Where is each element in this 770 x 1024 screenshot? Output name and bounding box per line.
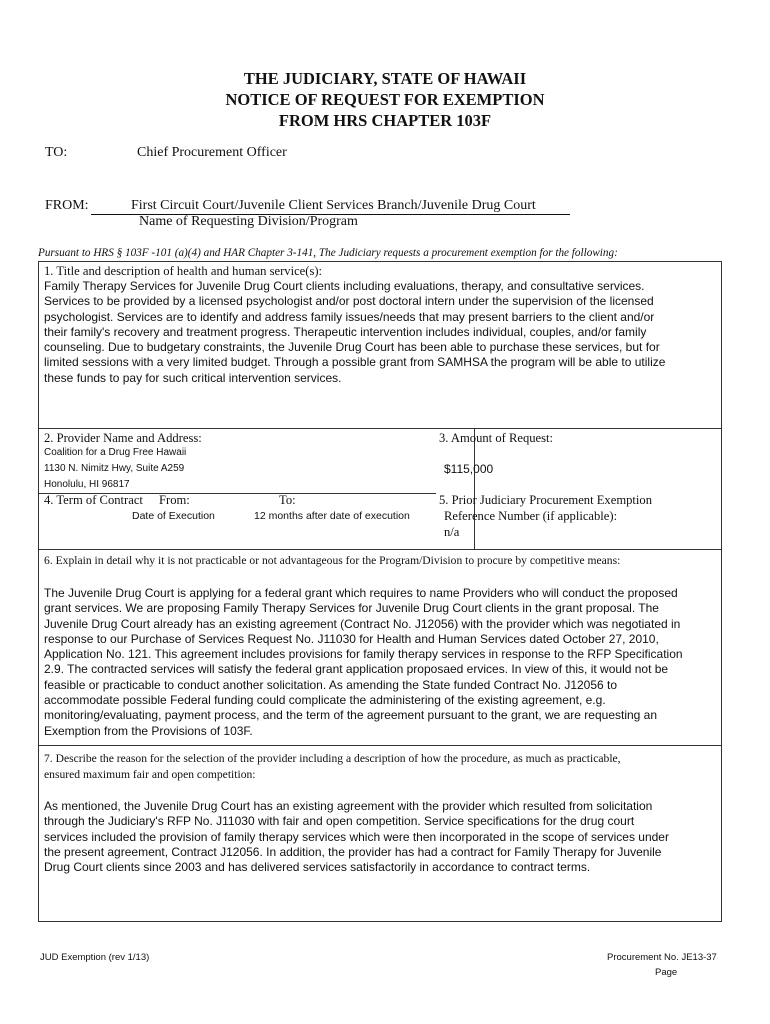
section-6-line: monitoring/evaluating, payment process, and the term of the agreement pursuant to the grant, we are requesting an	[44, 708, 658, 723]
section-1-line: counseling. Due to budgetary constraints, the Juvenile Drug Court has been able to purchase these services, but for	[44, 340, 660, 355]
section-6-line: 2.9. The contracted services will satisfy the federal grant application proposaed ervices. In view of this, it would not be	[44, 662, 669, 677]
term-from-label: From:	[159, 493, 190, 507]
document-title-line3: FROM HRS CHAPTER 103F	[278, 111, 492, 130]
section-6-line: feasible or practicable to conduct another solicitation. As amending the State funded Contract No. J12056 to	[44, 677, 618, 692]
section-6-text	[44, 586, 683, 739]
section-6-line: grant services. We are proposing Family Therapy Services for Juvenile Drug Court clients in the grant proposal. The	[44, 601, 659, 616]
section-6-line: Exemption from the Provisions of 103F.	[44, 723, 253, 738]
section-6-box	[38, 549, 722, 746]
section-1-line: Services to be provided by a licensed psychologist and/or post doctoral intern under the supervision of the licensed	[44, 294, 654, 309]
footer-form-revision: JUD Exemption (rev 1/13)	[40, 952, 150, 963]
section-6-line: accommodate possible Federal funding could complicate the administering of the existing agreement, e.g.	[44, 693, 606, 708]
from-label: FROM:	[45, 198, 89, 213]
section-7-box	[38, 745, 722, 922]
section-1-box	[38, 261, 722, 429]
pursuant-statement: Pursuant to HRS § 103F -101 (a)(4) and HAR Chapter 3-141, The Judiciary requests a procurement exemption for the following:	[38, 247, 618, 259]
section-6-line: Juvenile Drug Court already has an existing agreement (Contract No. J12056) with the provider which was negotiated in	[44, 616, 681, 631]
from-value: First Circuit Court/Juvenile Client Services Branch/Juvenile Drug Court	[91, 198, 570, 215]
section-4-heading: 4. Term of Contract	[44, 493, 143, 507]
section-7-line: services included the provision of family therapy services which were then incorporated in the scope of services under	[44, 829, 669, 844]
term-to-value: 12 months after date of execution	[254, 510, 410, 522]
section-7-heading-line2: ensured maximum fair and open competition:	[44, 768, 256, 781]
section-1-line: psychologist. Services are to identify and address family issues/needs that may present barriers to the client and/or	[44, 309, 655, 324]
document-title-line2: NOTICE OF REQUEST FOR EXEMPTION	[225, 90, 545, 109]
section-5-heading-line2: Reference Number (if applicable):	[444, 509, 618, 523]
section-1-line: limited sessions with a very limited budget. Through a possible grant from SAMHSA the program will be able to utilize	[44, 355, 666, 370]
section-1-heading: 1. Title and description of health and human service(s):	[44, 264, 323, 278]
section-7-line: through the Judiciary's RFP No. J11030 with fair and open competition. Service specifications for the drug court	[44, 814, 635, 829]
provider-name: Coalition for a Drug Free Hawaii	[44, 447, 187, 458]
provider-city: Honolulu, HI 96817	[44, 479, 130, 490]
document-title-line1: THE JUDICIARY, STATE OF HAWAII	[243, 69, 527, 88]
section-7-line: Drug Court clients since 2003 and has delivered services satisfactorily in accordance to contract terms.	[44, 860, 591, 875]
to-value: Chief Procurement Officer	[137, 145, 287, 160]
section-7-heading-line1: 7. Describe the reason for the selection of the provider including a description of how the procedure, as much as practicable,	[44, 752, 621, 765]
section-5-heading-line1: 5. Prior Judiciary Procurement Exemption	[439, 493, 652, 507]
section-7-line: As mentioned, the Juvenile Drug Court has an existing agreement with the provider which resulted from solicitation	[44, 799, 653, 813]
footer-page-label: Page	[655, 967, 678, 978]
to-label: TO:	[45, 145, 68, 160]
section-1-line: their family's recovery and treatment progress. Therapeutic intervention includes individual, couples, and/or family	[44, 324, 647, 339]
section-5-value: n/a	[444, 525, 460, 539]
section-3-heading: 3. Amount of Request:	[439, 431, 554, 445]
provider-street: 1130 N. Nimitz Hwy, Suite A259	[44, 463, 185, 474]
section-1-line: Family Therapy Services for Juvenile Drug Court clients including evaluations, therapy, and consultative services.	[44, 279, 645, 293]
provider-address	[44, 445, 186, 493]
footer-procurement-number: Procurement No. JE13-37	[607, 952, 717, 963]
section-1-line: these funds to pay for such critical intervention services.	[44, 370, 342, 385]
amount-value: $115,000	[444, 462, 494, 476]
section-6-line: response to our Purchase of Services Request No. J11030 for Health and Human Services dated October 27, 2010,	[44, 631, 659, 646]
term-from-value: Date of Execution	[132, 510, 215, 522]
column-divider	[474, 429, 475, 549]
section-1-text	[44, 279, 665, 386]
section-6-line: The Juvenile Drug Court is applying for a federal grant which requires to name Providers who will conduct the proposed	[44, 586, 678, 600]
section-7-line: the present agreement, Contract J12056. In addition, the provider has had a contract for Family Therapy for Juvenile	[44, 844, 662, 859]
term-to-label: To:	[279, 493, 296, 507]
from-sublabel: Name of Requesting Division/Program	[139, 214, 358, 229]
sections-2-5-box	[38, 428, 722, 550]
section-7-text	[44, 799, 669, 875]
section-2-heading: 2. Provider Name and Address:	[44, 431, 202, 445]
section-6-line: Application No. 121. This agreement includes provisions for family therapy services in response to the RFP Specification	[44, 647, 683, 662]
section-6-heading: 6. Explain in detail why it is not practicable or not advantageous for the Program/Division to procure by competitive means:	[44, 554, 621, 567]
